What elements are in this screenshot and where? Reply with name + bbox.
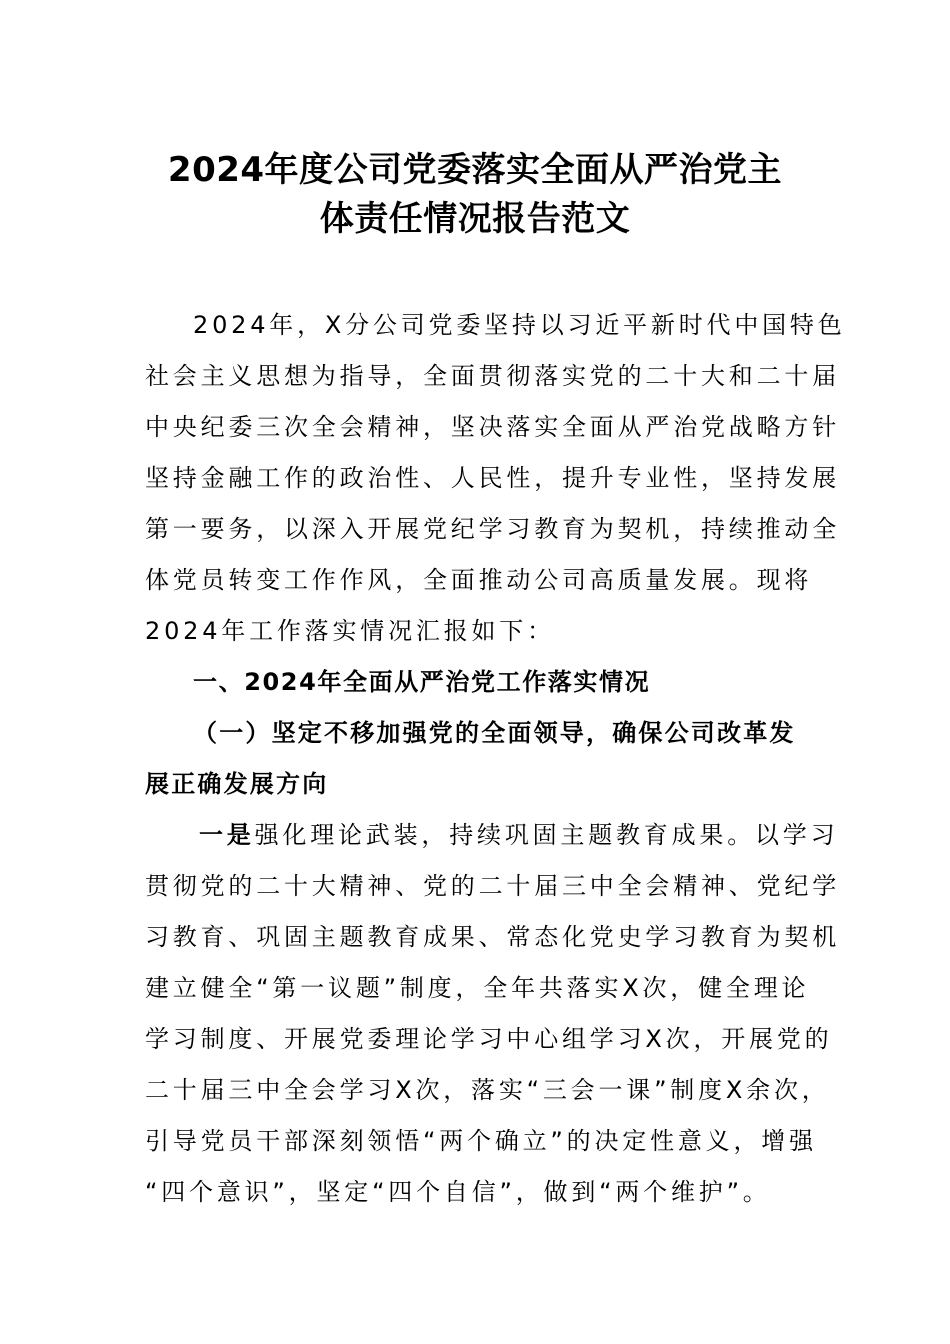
intro-line: 体党员转变工作作风，全面推动公司高质量发展。现将 <box>145 566 813 594</box>
paragraph-line: 贯彻党的二十大精神、党的二十届三中全会精神、党纪学 <box>145 872 840 900</box>
paragraph-line: 学习制度、开展党委理论学习中心组学习X次，开展党的 <box>145 1025 833 1053</box>
intro-line: 中央纪委三次全会精神，坚决落实全面从严治党战略方针 <box>145 413 840 441</box>
section-heading: 一、2024年全面从严治党工作落实情况 <box>193 668 651 696</box>
title-line-1: 2024年度公司党委落实全面从严治党主 <box>167 150 783 190</box>
document-body <box>145 303 846 1221</box>
subsection-heading: （一）坚定不移加强党的全面领导，确保公司改革发 <box>193 719 796 747</box>
subsection-heading-cont: 展正确发展方向 <box>145 770 329 798</box>
paragraph-line: “四个意识”，坚定“四个自信”，做到“两个维护”。 <box>145 1178 771 1206</box>
paragraph-line: 引导党员干部深刻领悟“两个确立”的决定性意义，增强 <box>145 1127 817 1155</box>
intro-line: 第一要务，以深入开展党纪学习教育为契机，持续推动全 <box>145 515 840 543</box>
document-title <box>140 146 810 244</box>
intro-line: 社会主义思想为指导，全面贯彻落实党的二十大和二十届 <box>145 362 840 390</box>
paragraph-first-line <box>145 813 839 864</box>
paragraph-first-text: 强化理论武装，持续巩固主题教育成果。以学习 <box>254 821 839 849</box>
intro-line: 2024年工作落实情况汇报如下： <box>145 617 555 645</box>
paragraph-lead: 一是 <box>199 821 255 849</box>
title-line-2: 体责任情况报告范文 <box>319 199 631 239</box>
intro-line: 2024年，X分公司党委坚持以习近平新时代中国特色 <box>193 311 846 339</box>
intro-line: 坚持金融工作的政治性、人民性，提升专业性，坚持发展 <box>145 464 840 492</box>
paragraph-line: 二十届三中全会学习X次，落实“三会一课”制度X余次， <box>145 1076 830 1104</box>
paragraph-line: 习教育、巩固主题教育成果、常态化党史学习教育为契机 <box>145 923 840 951</box>
paragraph-line: 建立健全“第一议题”制度，全年共落实X次，健全理论 <box>145 974 810 1002</box>
